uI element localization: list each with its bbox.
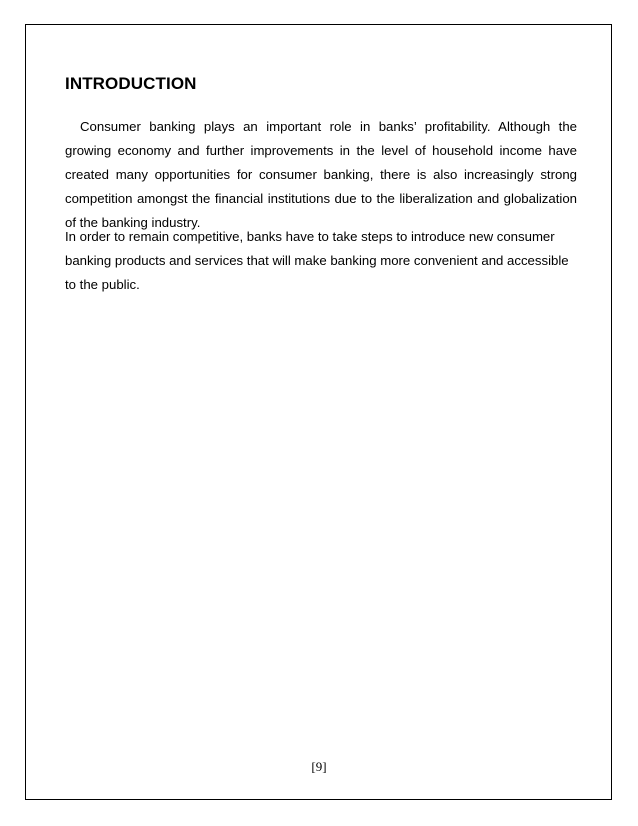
page-number: [9]	[311, 759, 327, 774]
paragraph-competitiveness: In order to remain competitive, banks have to take steps to introduce new consumer banking products and services that will make banking more convenient and accessible to the public.	[65, 229, 569, 292]
paragraph-consumer-banking: Consumer banking plays an important role in banks’ profitability. Although the growing economy and further improvements in the level of household income have created many opportunities for consumer banking, there is also increasingly strong competition amongst the financial institutions due to the liberalization and globalization of the banking industry.	[65, 119, 577, 230]
section-heading: INTRODUCTION	[65, 74, 197, 93]
